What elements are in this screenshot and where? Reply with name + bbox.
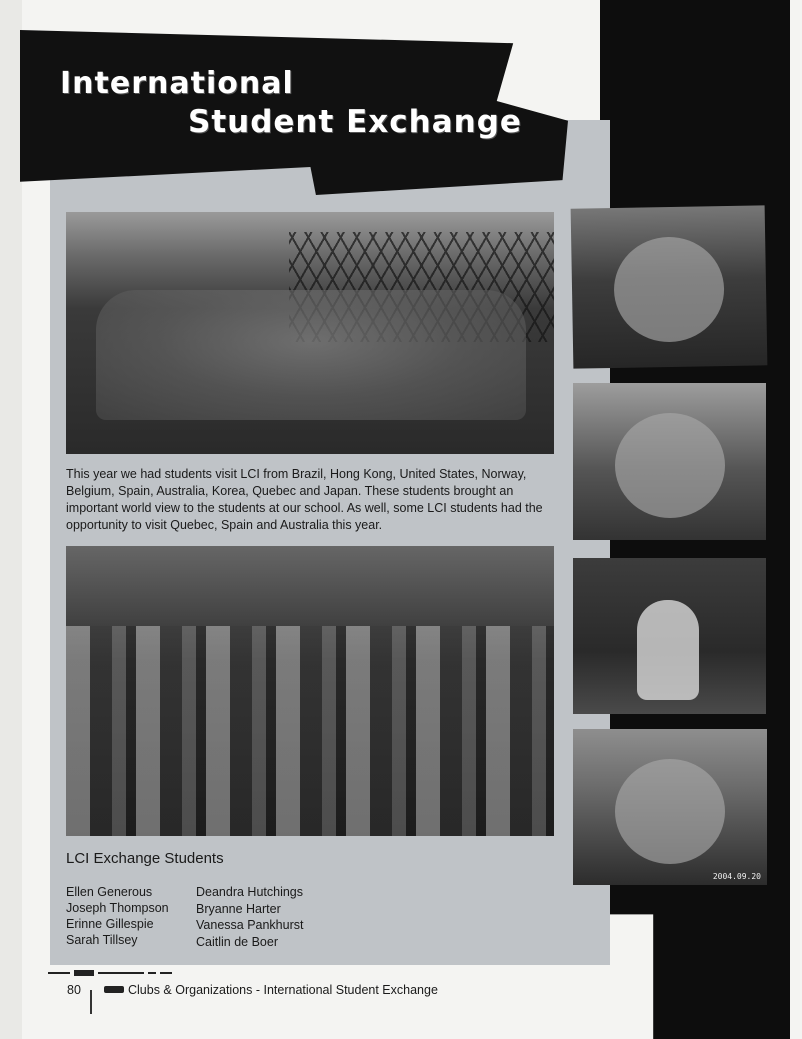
student-names-left <box>66 884 169 948</box>
group-photo-bridge <box>66 212 554 454</box>
student-name: Caitlin de Boer <box>196 934 278 949</box>
side-photo-hug <box>571 205 768 368</box>
horse-riders <box>615 759 725 864</box>
student-group <box>96 290 526 420</box>
student-name: Sarah Tillsey <box>66 933 138 947</box>
page-number: 80 <box>67 983 81 997</box>
side-photo-karate <box>573 558 766 714</box>
photo-date-stamp: 2004.09.20 <box>712 872 761 881</box>
library-figures <box>615 413 725 518</box>
students-lineup <box>66 626 554 836</box>
student-name: Bryanne Harter <box>196 901 281 916</box>
footer-mark <box>104 986 124 993</box>
side-photo-library <box>573 383 766 540</box>
student-name: Vanessa Pankhurst <box>196 918 304 932</box>
page-title-line2: Student Exchange <box>188 104 522 140</box>
side-photo-horse <box>573 729 767 885</box>
student-name: Ellen Generous <box>66 885 153 899</box>
student-name: Joseph Thompson <box>66 901 169 915</box>
footer-section-label: Clubs & Organizations - International Student Exchange <box>128 983 438 997</box>
karate-figure <box>637 600 699 700</box>
student-name: Deandra Hutchings <box>196 885 304 899</box>
page-title-line1: International <box>60 66 294 101</box>
hugging-figures <box>613 236 725 343</box>
page-edge <box>0 0 22 1039</box>
exchange-students-photo <box>66 546 554 836</box>
footer-decoration <box>48 968 172 978</box>
student-name: Erinne Gillespie <box>66 917 154 931</box>
student-names-right <box>196 884 303 950</box>
caption-title: LCI Exchange Students <box>66 850 224 867</box>
footer-tick <box>90 990 92 1014</box>
body-paragraph: This year we had students visit LCI from Brazil, Hong Kong, United States, Norway, Belgium, Spain, Australia, Korea, Quebec and Japan. These students brought an important world view to the students at our school. As well, some LCI students had the opportunity to visit Quebec, Spain and Australia this year. <box>66 467 543 532</box>
